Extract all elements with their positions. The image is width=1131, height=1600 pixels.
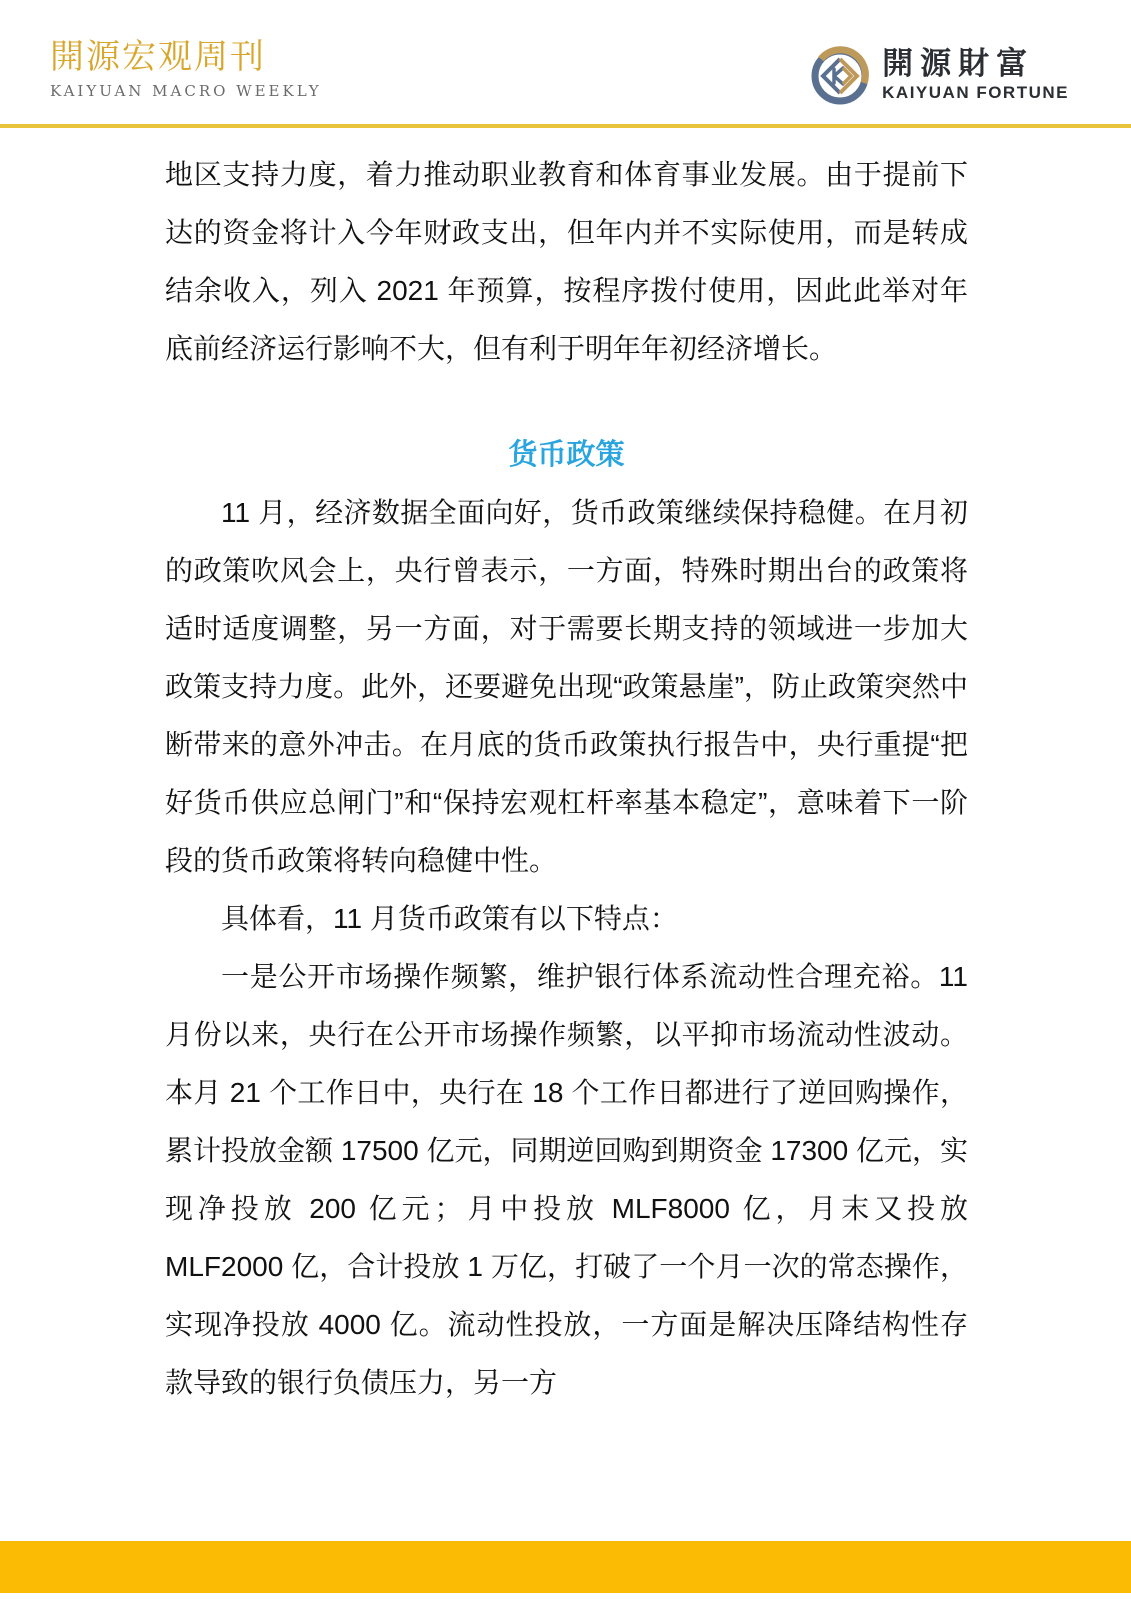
paragraph-fiscal-continuation: 地区支持力度，着力推动职业教育和体育事业发展。由于提前下达的资金将计入今年财政支出，但年内并不实际使用，而是转成结余收入，列入 2021 年预算，按程序拨付使用，因此此举对年底前经济运行影响不大，但有利于明年年初经济增长。 xyxy=(165,159,968,364)
company-logo xyxy=(810,44,1069,106)
paragraph-open-market-operations: 一是公开市场操作频繁，维护银行体系流动性合理充裕。11 月份以来，央行在公开市场操作频繁，以平抑市场流动性波动。本月 21 个工作日中，央行在 18 个工作日都进行了逆回购操作，累计投放金额 17500 亿元，同期逆回购到期资金 17300 亿元，实现净投放 200 亿元；月中投放 MLF8000 亿，月末又投放 MLF2000 亿，合计投放 1 万亿，打破了一个月一次的常态操作，实现净投放 4000 亿。流动性投放，一方面是解决压降结构性存款导致的银行负债压力，另一方 xyxy=(165,961,968,1398)
logo-name-en: KAIYUAN FORTUNE xyxy=(882,83,1069,102)
article-body xyxy=(165,146,968,1412)
header-divider-line xyxy=(0,124,1131,128)
logo-text xyxy=(882,47,1069,103)
logo-name-cn: 開源財富 xyxy=(882,46,1035,82)
kaiyuan-fortune-logo-icon xyxy=(810,44,870,106)
masthead-subtitle: KAIYUAN MACRO WEEKLY xyxy=(50,82,322,100)
masthead-title: 開源宏观周刊 xyxy=(50,37,266,77)
paragraph-features-intro: 具体看，11 月货币政策有以下特点： xyxy=(221,903,678,934)
masthead xyxy=(50,36,322,100)
section-heading-monetary-policy: 货币政策 xyxy=(508,439,625,471)
footer-yellow-bar xyxy=(0,1541,1131,1593)
paragraph-monetary-overview: 11 月，经济数据全面向好，货币政策继续保持稳健。在月初的政策吹风会上，央行曾表示，一方面，特殊时期出台的政策将适时适度调整，另一方面，对于需要长期支持的领域进一步加大政策支持力度。此外，还要避免出现“政策悬崖”，防止政策突然中断带来的意外冲击。在月底的货币政策执行报告中，央行重提“把好货币供应总闸门”和“保持宏观杠杆率基本稳定”，意味着下一阶段的货币政策将转向稳健中性。 xyxy=(165,497,968,876)
